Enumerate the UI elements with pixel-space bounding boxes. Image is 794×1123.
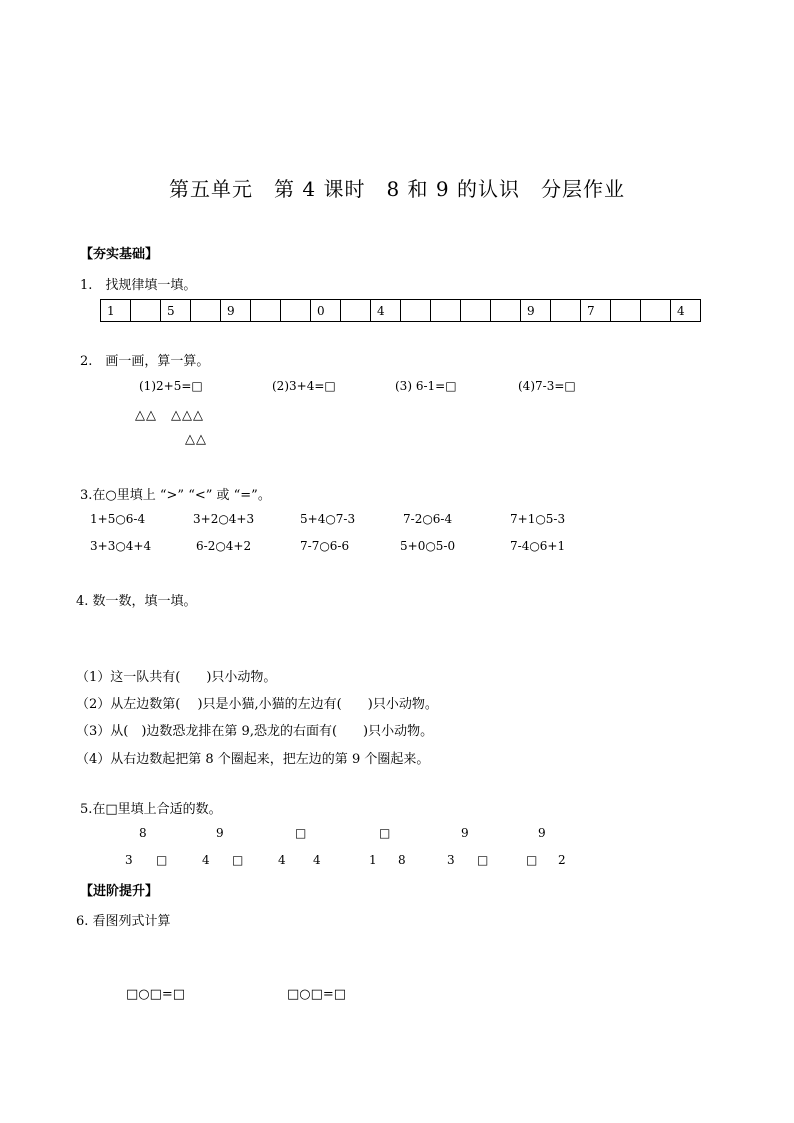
decomp-bottom: □ (477, 853, 489, 867)
seq-cell[interactable] (641, 300, 671, 322)
seq-cell[interactable] (401, 300, 431, 322)
q4-item: （2）从左边数第( )只是小猫,小猫的左边有( )只小动物。 (76, 697, 438, 712)
decomp-bottom: 3 (125, 853, 133, 867)
decomp-bottom: 4 (278, 853, 286, 867)
page-title: 第五单元 第 4 课时 8 和 9 的认识 分层作业 (169, 177, 625, 201)
decomp-bottom: 1 (369, 853, 377, 867)
seq-cell[interactable] (341, 300, 371, 322)
compare-expression: 7+1○5-3 (510, 512, 566, 526)
question-6-label: 6. 看图列式计算 (76, 914, 171, 929)
question-4-label: 4. 数一数，填一填。 (76, 594, 197, 609)
decomp-bottom: 2 (558, 853, 566, 867)
decomp-bottom: 4 (202, 853, 210, 867)
decomp-bottom: 3 (447, 853, 455, 867)
decomp-top: 9 (538, 826, 546, 840)
decomp-top: □ (295, 826, 307, 840)
triangle-row: △△ (185, 432, 207, 447)
decomp-bottom: □ (232, 853, 244, 867)
seq-cell[interactable] (491, 300, 521, 322)
compare-expression: 7-2○6-4 (403, 512, 453, 526)
compare-expression: 5+0○5-0 (400, 539, 456, 553)
q2-equation: (4)7-3=□ (518, 379, 576, 393)
decomp-bottom: □ (156, 853, 168, 867)
decomp-bottom: 4 (313, 853, 321, 867)
compare-expression: 3+2○4+3 (193, 512, 255, 526)
section-heading-basic: 【夯实基础】 (80, 247, 159, 262)
seq-cell[interactable] (191, 300, 221, 322)
seq-cell[interactable] (281, 300, 311, 322)
seq-cell[interactable]: 4 (671, 300, 701, 322)
seq-cell[interactable] (431, 300, 461, 322)
decomp-bottom: 8 (398, 853, 406, 867)
question-2-label: 2. 画一画，算一算。 (80, 354, 210, 369)
q2-equation: (1)2+5=□ (139, 379, 203, 393)
seq-cell[interactable]: 7 (581, 300, 611, 322)
decomp-bottom: □ (526, 853, 538, 867)
q4-item: （3）从( )边数恐龙排在第 9,恐龙的右面有( )只小动物。 (76, 724, 434, 739)
section-heading-advanced: 【进阶提升】 (80, 884, 159, 899)
decomp-top: 9 (461, 826, 469, 840)
question-5-label: 5.在□里填上合适的数。 (80, 802, 222, 817)
seq-cell[interactable]: 9 (221, 300, 251, 322)
seq-cell[interactable] (131, 300, 161, 322)
seq-cell[interactable]: 9 (521, 300, 551, 322)
seq-cell[interactable] (551, 300, 581, 322)
compare-expression: 3+3○4+4 (90, 539, 152, 553)
seq-cell[interactable]: 5 (161, 300, 191, 322)
q4-item: （1）这一队共有( )只小动物。 (76, 670, 277, 685)
seq-cell[interactable] (611, 300, 641, 322)
triangle-row: △△ △△△ (135, 408, 204, 423)
seq-cell[interactable]: 4 (371, 300, 401, 322)
question-3-label: 3.在○里填上 “>” “<” 或 “=”。 (80, 488, 271, 503)
seq-cell[interactable] (251, 300, 281, 322)
q2-equation: (3) 6-1=□ (395, 379, 457, 393)
compare-expression: 7-7○6-6 (300, 539, 350, 553)
decomp-top: □ (379, 826, 391, 840)
compare-expression: 6-2○4+2 (196, 539, 252, 553)
question-1-label: 1. 找规律填一填。 (80, 278, 197, 293)
decomp-top: 9 (216, 826, 224, 840)
q6-equation: □○□=□ (287, 987, 347, 1002)
seq-cell[interactable]: 0 (311, 300, 341, 322)
q6-equation: □○□=□ (126, 987, 186, 1002)
seq-cell[interactable]: 1 (101, 300, 131, 322)
decomp-top: 8 (139, 826, 147, 840)
q2-equation: (2)3+4=□ (272, 379, 336, 393)
compare-expression: 7-4○6+1 (510, 539, 566, 553)
q4-item: （4）从右边数起把第 8 个圈起来，把左边的第 9 个圈起来。 (76, 752, 430, 767)
seq-cell[interactable] (461, 300, 491, 322)
number-sequence-table (100, 299, 701, 322)
compare-expression: 1+5○6-4 (90, 512, 146, 526)
compare-expression: 5+4○7-3 (300, 512, 356, 526)
